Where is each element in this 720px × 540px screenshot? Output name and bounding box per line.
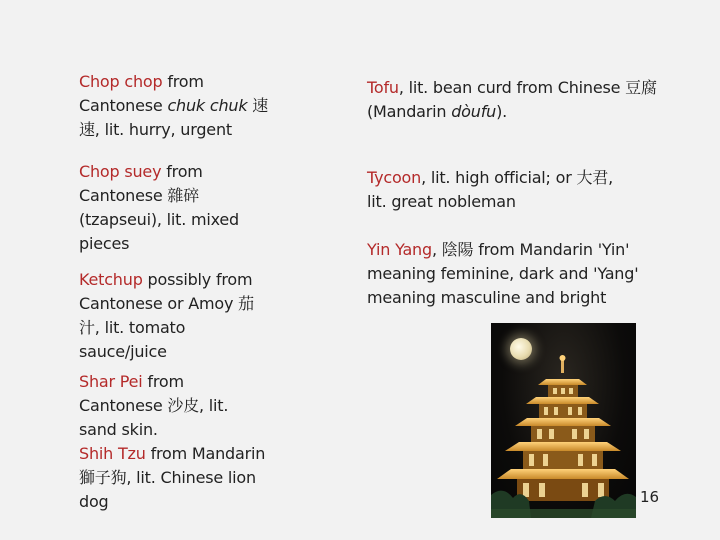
definition-text: ).: [496, 102, 508, 121]
term-shih-tzu: Shih Tzu: [79, 444, 146, 463]
entry-chop-chop: [79, 70, 294, 142]
definition-text: from Cantonese: [79, 72, 204, 115]
pagoda-photo: [491, 323, 636, 518]
definition-text: 速 速, lit. hurry, urgent: [79, 96, 269, 139]
definition-text: from Mandarin 獅子狗, lit. Chinese lion dog: [79, 444, 266, 511]
definition-text: , lit. high official; or 大君, lit. great nobleman: [367, 168, 613, 211]
entry-tofu: [367, 76, 697, 124]
entry-shih-tzu: [79, 442, 294, 514]
term-ketchup: Ketchup: [79, 270, 143, 289]
term-yin-yang: Yin Yang: [367, 240, 432, 259]
term-tofu: Tofu: [367, 78, 399, 97]
entry-tycoon: [367, 166, 697, 214]
definition-text: from Cantonese 沙皮, lit. sand skin.: [79, 372, 229, 439]
entry-shar-pei: [79, 370, 294, 442]
entry-yin-yang: [367, 238, 697, 310]
term-shar-pei: Shar Pei: [79, 372, 143, 391]
definition-italic: chuk chuk: [167, 96, 248, 115]
term-chop-suey: Chop suey: [79, 162, 162, 181]
definition-text: , lit. bean curd from Chinese 豆腐 (Mandarin: [367, 78, 657, 121]
definition-text: from Cantonese 雜碎 (tzapseui), lit. mixed pieces: [79, 162, 239, 253]
definition-text: , 陰陽 from Mandarin 'Yin' meaning feminine, dark and 'Yang' meaning masculine and bright: [367, 240, 639, 307]
definition-text: possibly from Cantonese or Amoy 茄 汁, lit. tomato sauce/juice: [79, 270, 254, 361]
page-number: 16: [640, 488, 660, 506]
term-tycoon: Tycoon: [367, 168, 422, 187]
term-chop-chop: Chop chop: [79, 72, 163, 91]
definition-italic: dòufu: [451, 102, 497, 121]
entry-chop-suey: [79, 160, 294, 256]
pagoda-illustration: [491, 323, 636, 518]
entry-ketchup: [79, 268, 294, 364]
